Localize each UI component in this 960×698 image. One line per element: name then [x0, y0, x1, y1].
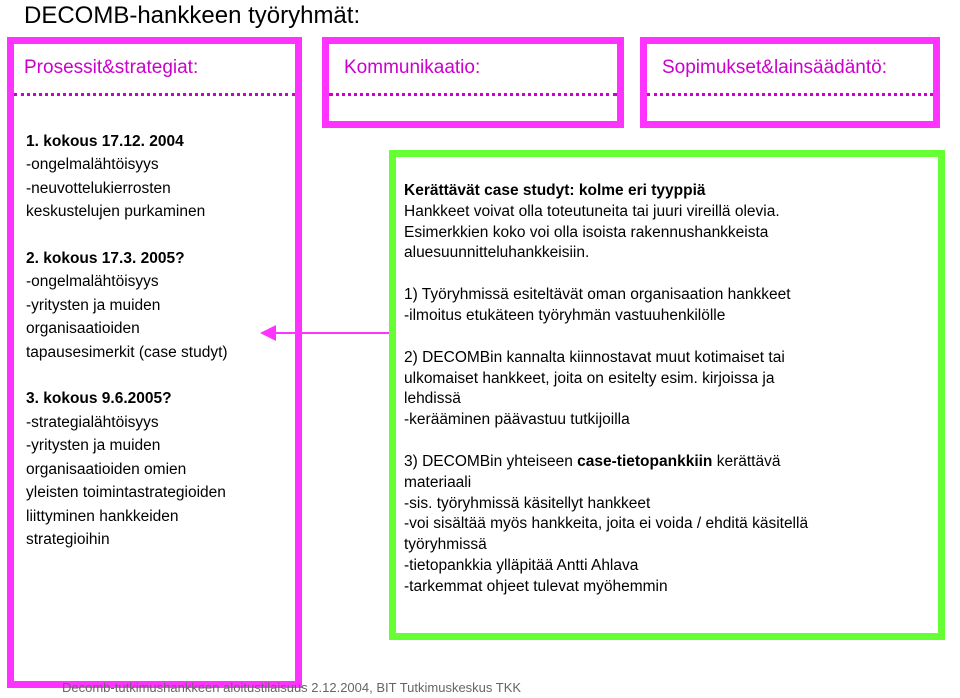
meeting-line: -strategialähtöisyys — [26, 413, 159, 431]
meeting-line: yleisten toimintastrategioiden — [26, 484, 226, 502]
footer-text: Decomb-tutkimushankkeen aloitustilaisuus 2.12.2004, BIT Tutkimuskeskus TKK — [62, 680, 522, 695]
case-line: -tarkemmat ohjeet tulevat myöhemmin — [404, 577, 668, 595]
case-line: -voi sisältää myös hankkeita, joita ei voida / ehditä käsitellä — [404, 515, 809, 533]
case-line: Esimerkkien koko voi olla isoista rakennushankkeista — [404, 223, 769, 241]
spacer — [26, 224, 288, 247]
case-line: -kerääminen päävastuu tutkijoilla — [404, 411, 630, 429]
case-line: materiaali — [404, 473, 472, 491]
case-line: työryhmissä — [404, 536, 487, 554]
meeting-line: liittyminen hankkeiden — [26, 507, 179, 525]
meeting-line: -ongelmalähtöisyys — [26, 156, 159, 174]
case-line: -ilmoitus etukäteen työryhmän vastuuhenkilölle — [404, 306, 726, 324]
column-title-sopimukset: Sopimukset&lainsäädäntö: — [662, 57, 887, 78]
meeting-heading: 2. kokous 17.3. 2005? — [26, 250, 185, 268]
meeting-line: -neuvottelukierrosten — [26, 179, 171, 197]
meeting-heading: 1. kokous 17.12. 2004 — [26, 133, 184, 150]
page-title: DECOMB-hankkeen työryhmät: — [24, 2, 361, 29]
meeting-line: organisaatioiden omien — [26, 460, 187, 478]
case-line: ulkomaiset hankkeet, joita on esitelty esim. kirjoissa ja — [404, 369, 775, 387]
case-line: -sis. työryhmissä käsitellyt hankkeet — [404, 494, 651, 512]
column-title-kommunikaatio: Kommunikaatio: — [344, 57, 481, 78]
meeting-heading: 3. kokous 9.6.2005? — [26, 390, 172, 408]
meeting-line: tapausesimerkit (case studyt) — [26, 343, 228, 361]
case-heading: Kerättävät case studyt: kolme eri tyyppiä — [404, 182, 706, 199]
meeting-line: -yritysten ja muiden — [26, 296, 161, 314]
dotted-divider — [329, 93, 617, 96]
case-text: kerättävä — [712, 452, 781, 470]
case-line — [404, 452, 932, 473]
case-text-bold: case-tietopankkiin — [577, 452, 713, 470]
left-arrow-icon — [258, 313, 392, 353]
meeting-line: -yritysten ja muiden — [26, 437, 161, 455]
case-line: -tietopankkia ylläpitää Antti Ahlava — [404, 556, 639, 574]
spacer — [26, 364, 288, 387]
meeting-line: strategioihin — [26, 530, 110, 548]
column-title-prosessit: Prosessit&strategiat: — [24, 57, 199, 78]
meeting-line: keskustelujen purkaminen — [26, 203, 206, 221]
case-text: 3) DECOMBin yhteiseen — [404, 452, 578, 470]
dotted-divider — [14, 93, 295, 96]
case-line: Hankkeet voivat olla toteutuneita tai juuri vireillä olevia. — [404, 202, 780, 220]
panel-sopimukset — [640, 37, 940, 128]
meeting-line: -ongelmalähtöisyys — [26, 273, 159, 291]
case-line: 1) Työryhmissä esiteltävät oman organisaation hankkeet — [404, 286, 791, 304]
case-line: 2) DECOMBin kannalta kiinnostavat muut kotimaiset tai — [404, 348, 785, 366]
dotted-divider — [647, 93, 933, 96]
panel-kommunikaatio — [322, 37, 624, 128]
meetings-list — [26, 130, 288, 551]
meeting-line: organisaatioiden — [26, 320, 140, 338]
case-line: aluesuunnitteluhankkeisiin. — [404, 244, 590, 262]
case-line: lehdissä — [404, 390, 461, 408]
case-studies-box — [389, 150, 945, 640]
